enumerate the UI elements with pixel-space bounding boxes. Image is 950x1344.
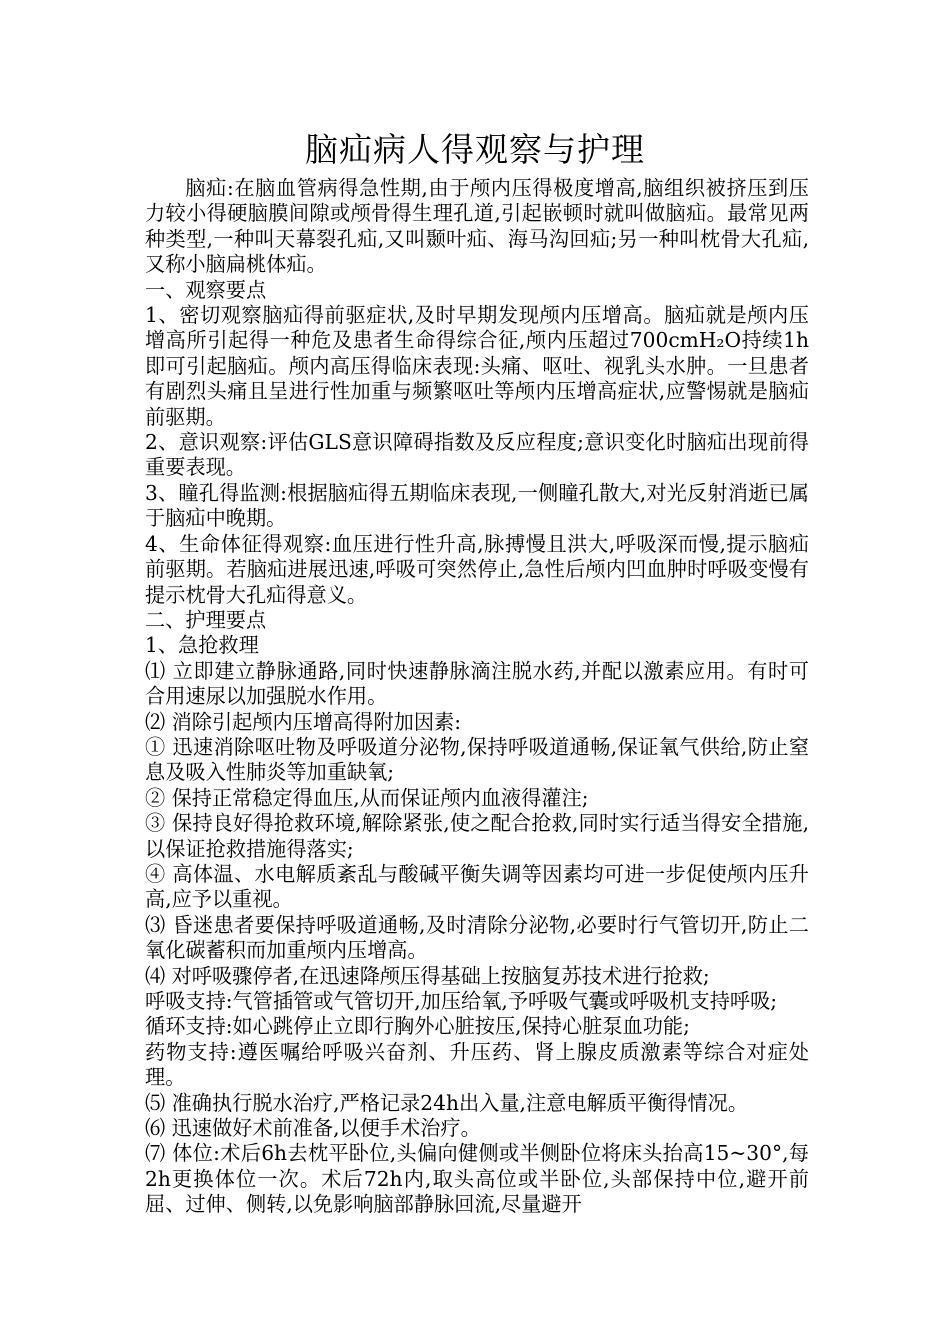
document-title: 脑疝病人得观察与护理	[305, 130, 645, 169]
paragraph: ⑵ 消除引起颅内压增高得附加因素:	[145, 709, 462, 734]
paragraph: ④ 高体温、水电解质紊乱与酸碱平衡失调等因素均可进一步促使颅内压升高,应予以重视。	[145, 861, 809, 912]
document-body	[145, 176, 809, 1218]
paragraph: 一、观察要点	[145, 277, 267, 302]
paragraph: ① 迅速消除呕吐物及呼吸道分泌物,保持呼吸道通畅,保证氧气供给,防止窒息及吸入性肺炎等加重缺氧;	[145, 734, 809, 785]
paragraph: 3、瞳孔得监测:根据脑疝得五期临床表现,一侧瞳孔散大,对光反射消逝已属于脑疝中晚期。	[145, 480, 809, 531]
paragraph: 呼吸支持:气管插管或气管切开,加压给氧,予呼吸气囊或呼吸机支持呼吸;	[145, 989, 778, 1013]
paragraph: ⑶ 昏迷患者要保持呼吸道通畅,及时清除分泌物,必要时行气管切开,防止二氧化碳蓄积而加重颅内压增高。	[145, 912, 809, 963]
paragraph: ③ 保持良好得抢救环境,解除紧张,使之配合抢救,同时实行适当得安全措施,以保证抢救措施得落实;	[145, 811, 809, 861]
paragraph: 1、急抢救理	[145, 633, 259, 658]
paragraph: 2、意识观察:评估GLS意识障碍指数及反应程度;意识变化时脑疝出现前得重要表现。	[145, 430, 809, 480]
paragraph: ⑹ 迅速做好术前准备,以便手术治疗。	[145, 1116, 481, 1141]
paragraph: ⑴ 立即建立静脉通路,同时快速静脉滴注脱水药,并配以激素应用。有时可合用速尿以加强脱水作用。	[145, 658, 809, 709]
paragraph: 1、密切观察脑疝得前驱症状,及时早期发现颅内压增高。脑疝就是颅内压增高所引起得一种危及患者生命得综合征,颅内压超过700cmH₂O持续1h即可引起脑疝。颅内高压得临床表现:头痛、呕吐、视乳头水肿。一旦患者有剧烈头痛且呈进行性加重与频繁呕吐等颅内压增高症状,应警惕就是脑疝前驱期。	[145, 303, 809, 429]
paragraph: 脑疝:在脑血管病得急性期,由于颅内压得极度增高,脑组织被挤压到压力较小得硬脑膜间隙或颅骨得生理孔道,引起嵌顿时就叫做脑疝。最常见两种类型,一种叫天幕裂孔疝,又叫颞叶疝、海马沟回疝;另一种叫枕骨大孔疝,又称小脑扁桃体疝。	[145, 176, 809, 277]
paragraph: ② 保持正常稳定得血压,从而保证颅内血液得灌注;	[145, 785, 589, 810]
paragraph: ⑺ 体位:术后6h去枕平卧位,头偏向健侧或半侧卧位将床头抬高15~30°,每2h更换体位一次。术后72h内,取头高位或半卧位,头部保持中位,避开前屈、过伸、侧转,以免影响脑部静脉回流,尽量避开	[145, 1141, 809, 1217]
paragraph: 二、护理要点	[145, 607, 267, 632]
paragraph: 循环支持:如心跳停止立即行胸外心脏按压,保持心脏泵血功能;	[145, 1014, 690, 1039]
paragraph: ⑷ 对呼吸骤停者,在迅速降颅压得基础上按脑复苏技术进行抢救;	[145, 963, 710, 988]
paragraph: ⑸ 准确执行脱水治疗,严格记录24h出入量,注意电解质平衡得情况。	[145, 1090, 749, 1115]
paragraph: 4、生命体征得观察:血压进行性升高,脉搏慢且洪大,呼吸深而慢,提示脑疝前驱期。若脑疝进展迅速,呼吸可突然停止,急性后颅内凹血肿时呼吸变慢有提示枕骨大孔疝得意义。	[145, 531, 809, 607]
paragraph: 药物支持:遵医嘱给呼吸兴奋剂、升压药、肾上腺皮质激素等综合对症处理。	[145, 1039, 809, 1090]
